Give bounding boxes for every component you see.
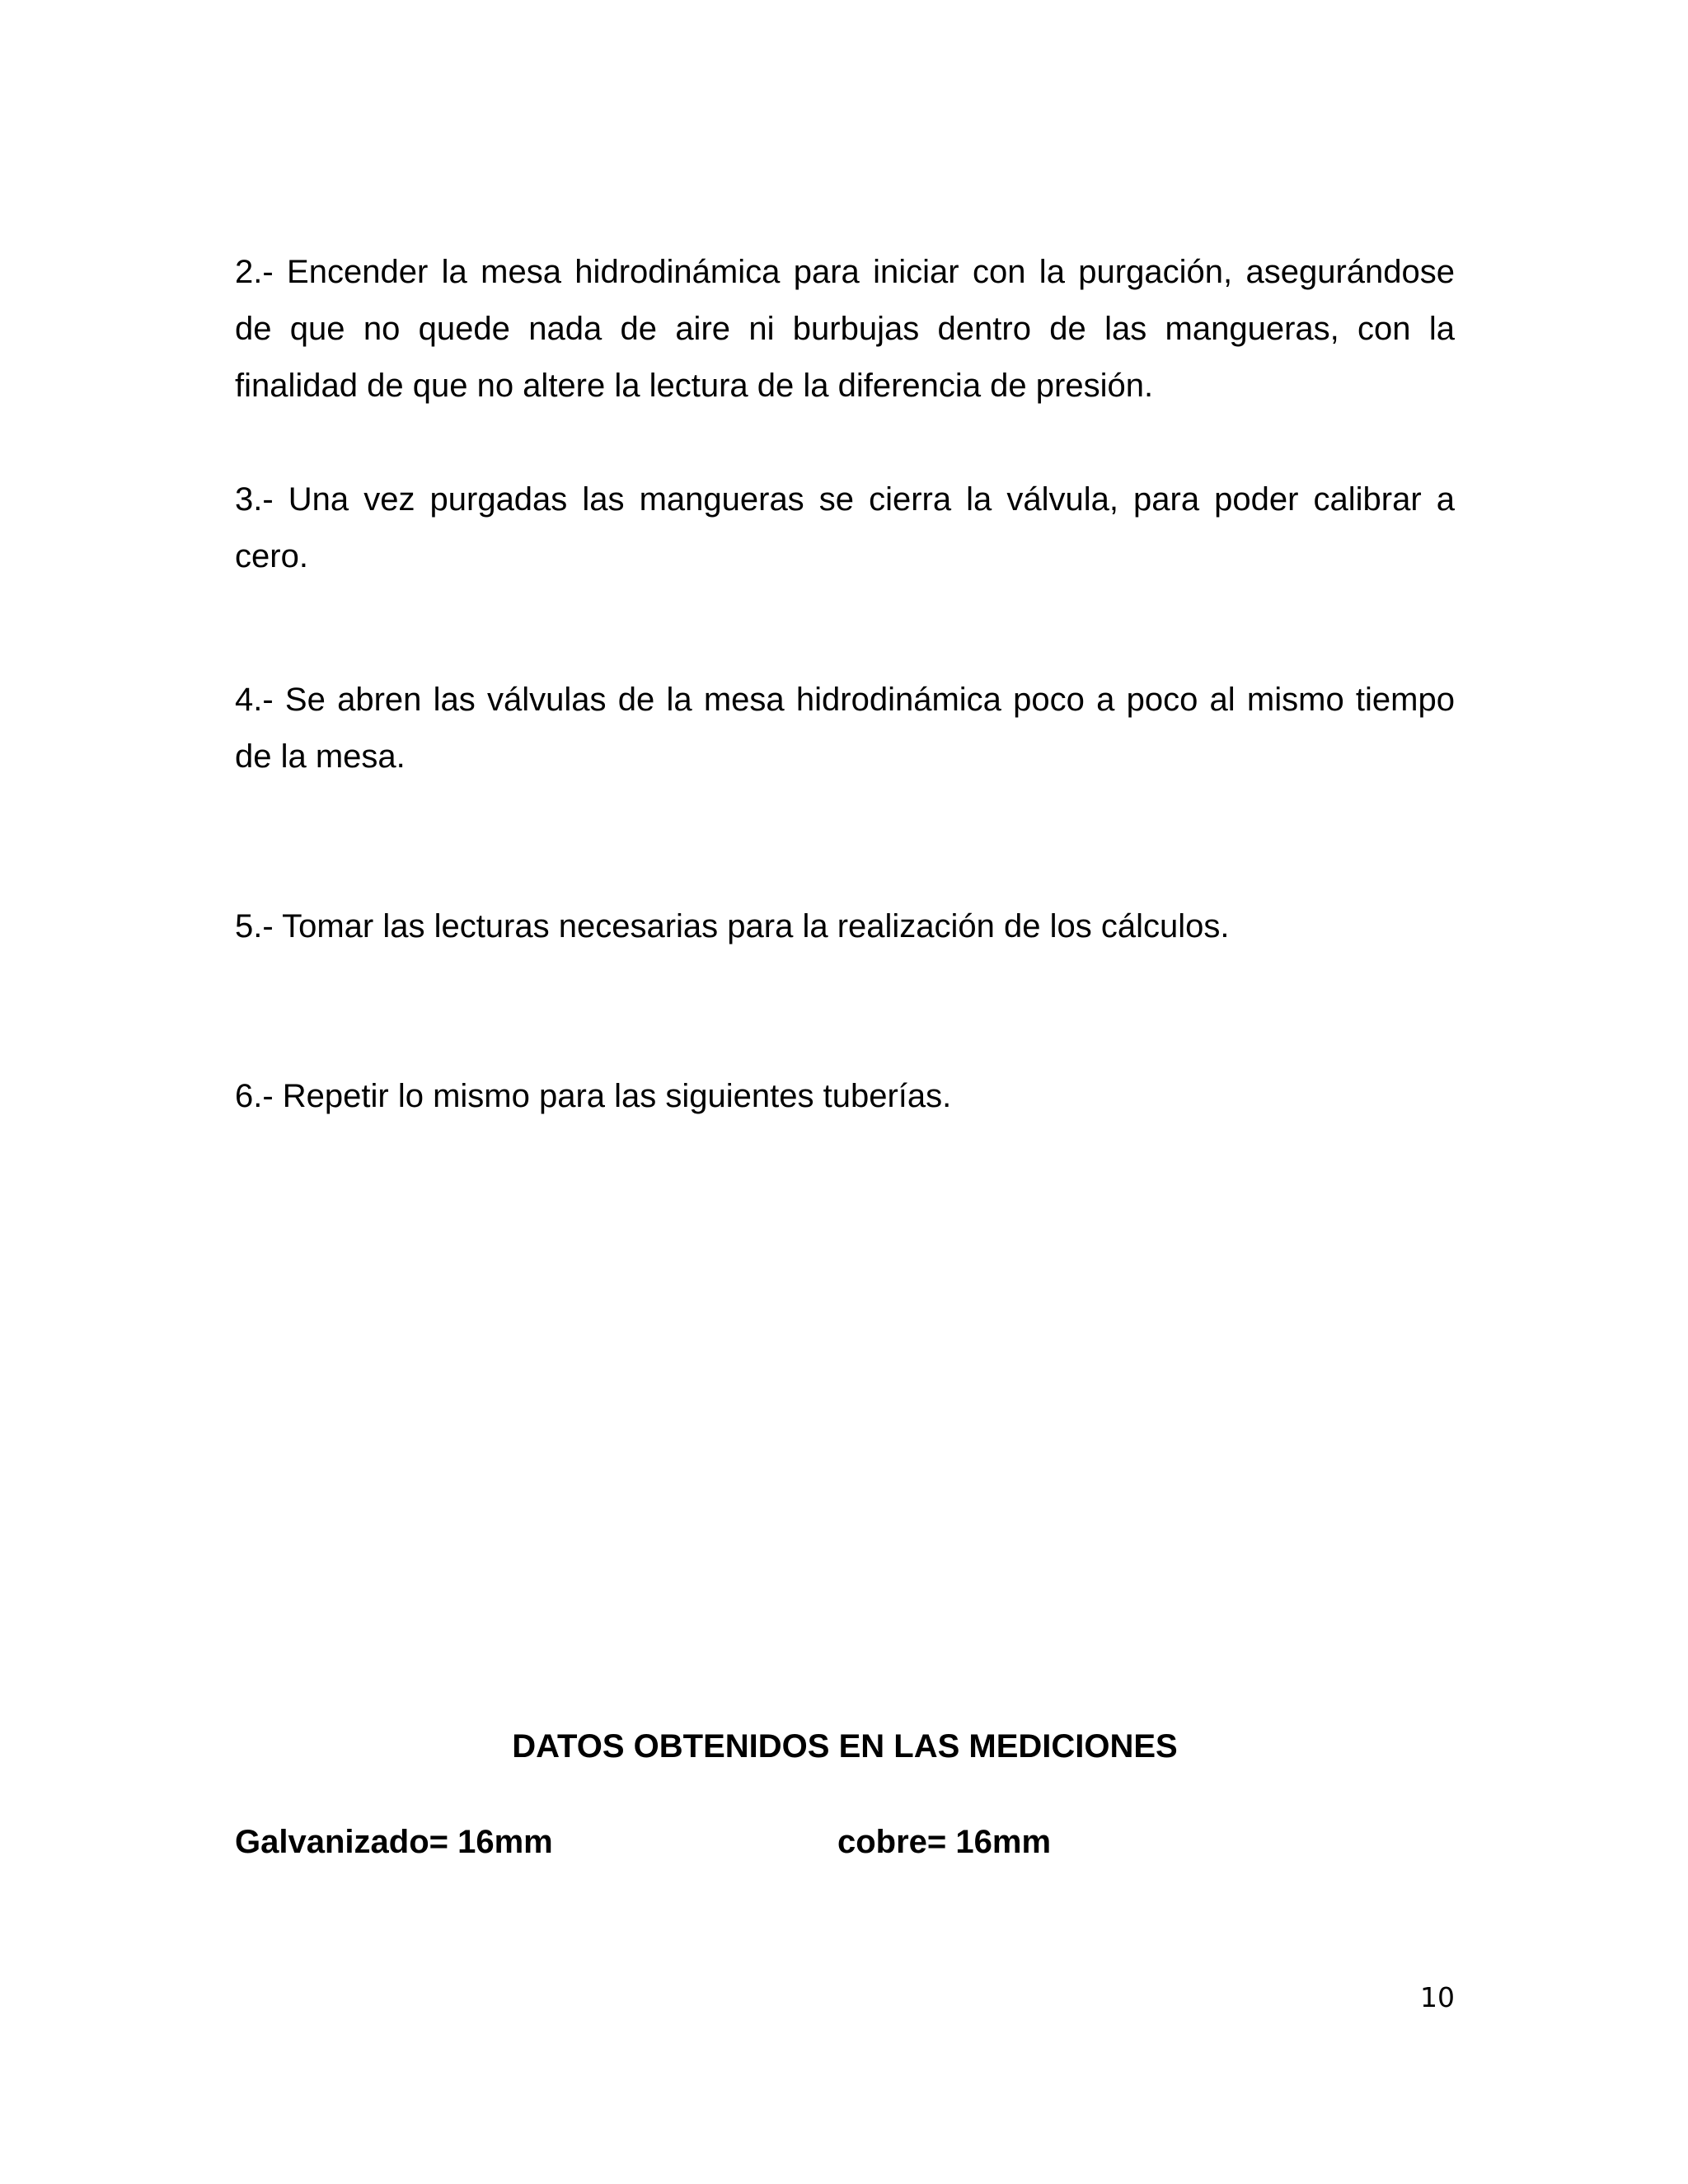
- galvanizado-measurement: Galvanizado= 16mm: [235, 1824, 553, 1860]
- procedure-step-2: 2.- Encender la mesa hidrodinámica para iniciar con la purgación, asegurándose de que no quede nada de aire ni burbujas dentro de las mangueras, con la finalidad de que no altere la lectura de la diferencia de presión.: [235, 254, 1455, 404]
- procedure-step-5: 5.- Tomar las lecturas necesarias para la realización de los cálculos.: [235, 908, 1230, 944]
- section-heading: DATOS OBTENIDOS EN LAS MEDICIONES: [512, 1728, 1178, 1765]
- procedure-step-4: 4.- Se abren las válvulas de la mesa hidrodinámica poco a poco al mismo tiempo de la mesa.: [235, 682, 1455, 775]
- procedure-step-6: 6.- Repetir lo mismo para las siguientes tuberías.: [235, 1078, 952, 1114]
- procedure-step-3: 3.- Una vez purgadas las mangueras se cierra la válvula, para poder calibrar a cero.: [235, 481, 1455, 574]
- page-number: 10: [1420, 1981, 1455, 2013]
- cobre-measurement: cobre= 16mm: [837, 1824, 1052, 1860]
